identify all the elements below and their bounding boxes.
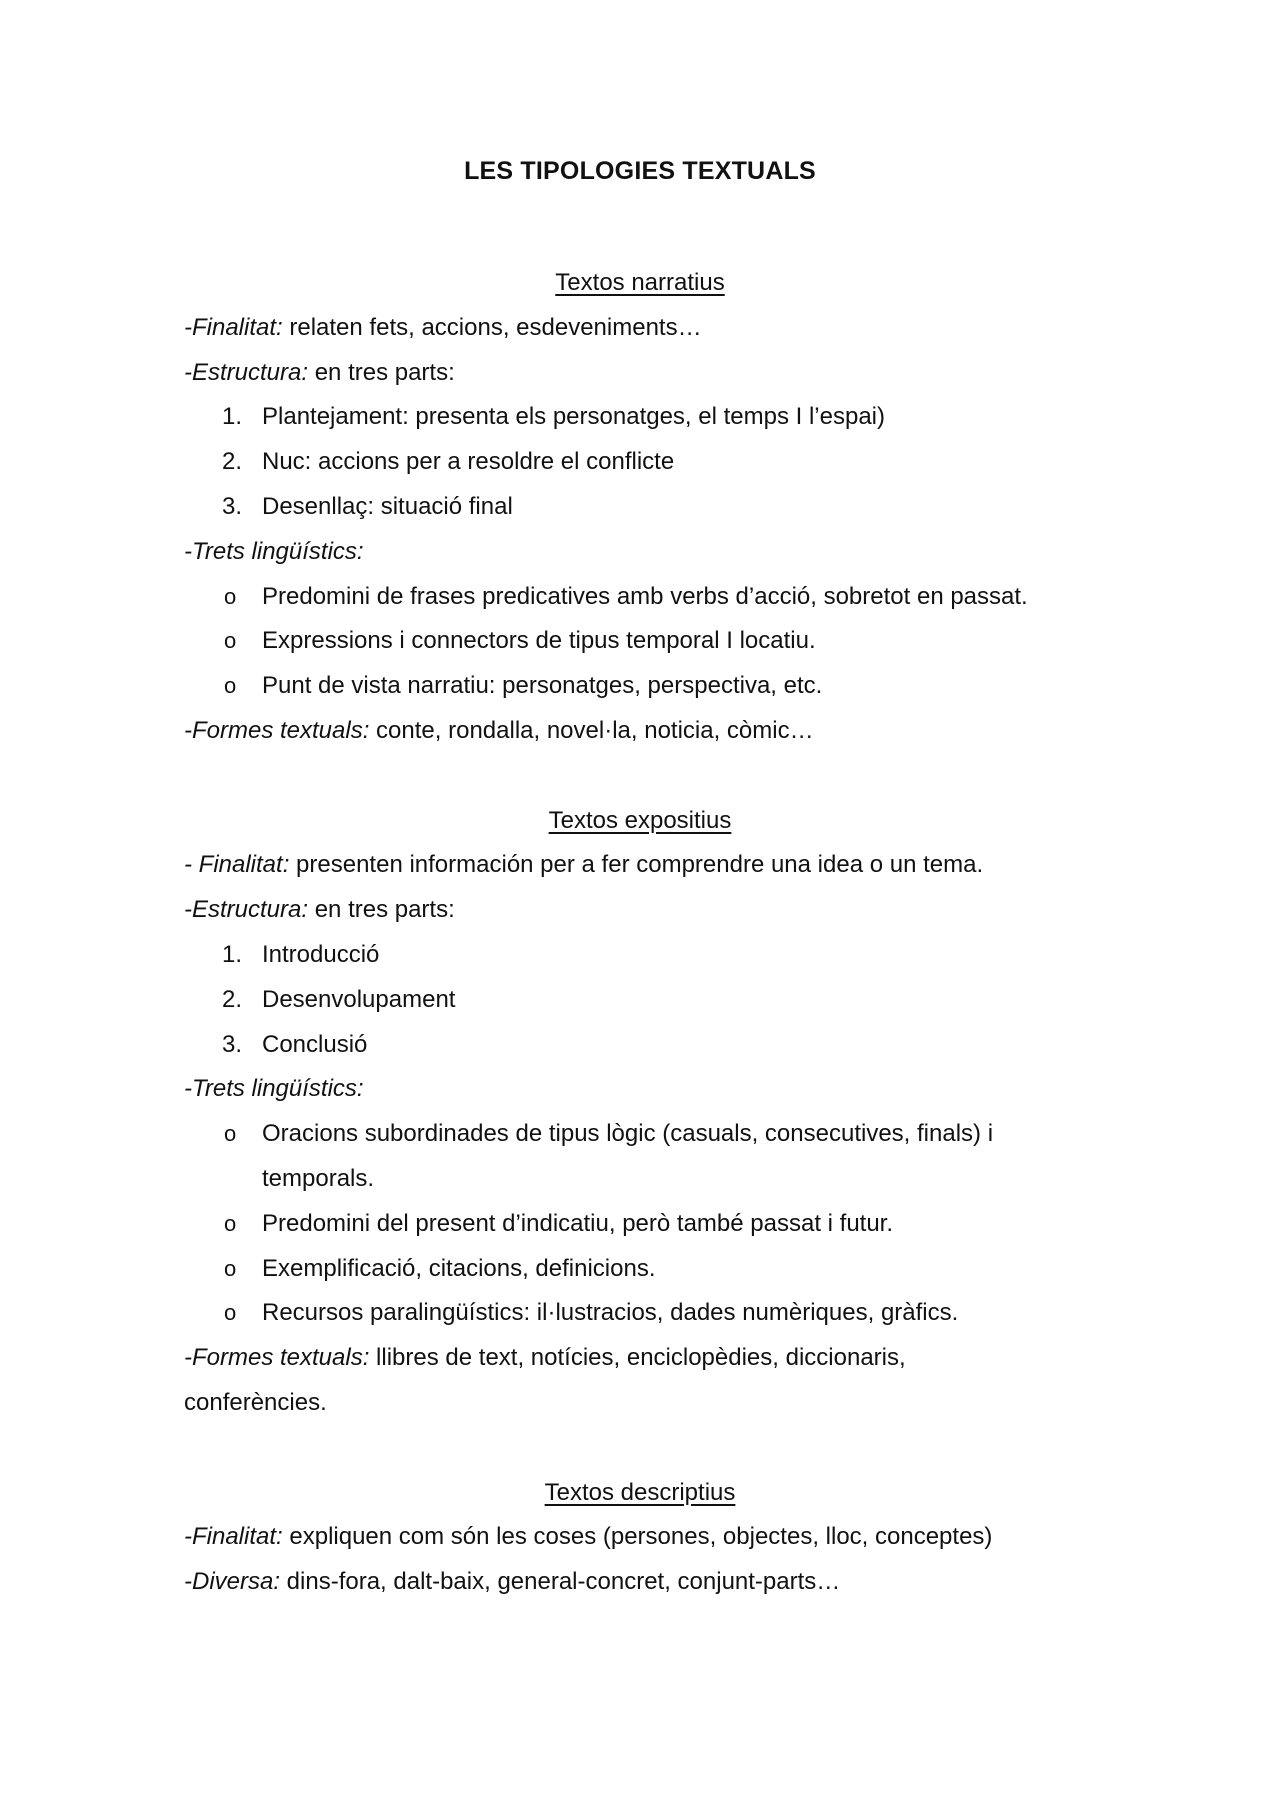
list-number: 1. bbox=[222, 940, 243, 968]
estructura-text: en tres parts: bbox=[308, 358, 455, 386]
list-item bbox=[184, 978, 1104, 1023]
list-item bbox=[184, 933, 1104, 978]
diversa-text: dins-fora, dalt-baix, general-concret, conjunt-parts… bbox=[280, 1568, 841, 1596]
section-heading-narratius: Textos narratius bbox=[555, 269, 725, 296]
list-item bbox=[184, 440, 1104, 485]
formes-text-continuation: conferències. bbox=[184, 1388, 327, 1416]
list-item bbox=[184, 1202, 1104, 1247]
circle-bullet-icon: o bbox=[224, 1255, 237, 1281]
formes-label: -Formes textuals: bbox=[184, 716, 370, 744]
list-item-text: Oracions subordinades de tipus lògic (casuals, consecutives, finals) i bbox=[262, 1120, 994, 1148]
finalitat-text: expliquen com són les coses (persones, objectes, lloc, conceptes) bbox=[282, 1523, 993, 1551]
descriptius-finalitat bbox=[184, 1515, 1104, 1560]
list-number: 3. bbox=[222, 492, 243, 520]
list-item-text: Predomini de frases predicatives amb verbs d’acció, sobretot en passat. bbox=[262, 582, 1028, 610]
finalitat-text: presenten información per a fer comprendre una idea o un tema. bbox=[289, 851, 984, 879]
list-number: 2. bbox=[222, 985, 243, 1013]
page-title: LES TIPOLOGIES TEXTUALS bbox=[464, 157, 816, 185]
list-item-text: Desenvolupament bbox=[262, 985, 456, 1013]
trets-label: -Trets lingüístics: bbox=[184, 1075, 364, 1103]
list-item bbox=[184, 1291, 1104, 1336]
list-item bbox=[184, 575, 1104, 620]
narratius-estructura bbox=[184, 351, 1104, 396]
estructura-label: -Estructura: bbox=[184, 896, 309, 924]
list-item bbox=[184, 1112, 1104, 1157]
list-item-continuation: temporals. bbox=[262, 1164, 375, 1192]
estructura-text: en tres parts: bbox=[308, 896, 455, 924]
circle-bullet-icon: o bbox=[224, 1210, 237, 1236]
narratius-formes bbox=[184, 709, 1104, 754]
list-item bbox=[184, 395, 1104, 440]
descriptius-diversa bbox=[184, 1560, 1104, 1605]
circle-bullet-icon: o bbox=[224, 628, 237, 654]
formes-label: -Formes textuals: bbox=[184, 1344, 370, 1372]
list-item-text: Expressions i connectors de tipus temporal I locatiu. bbox=[262, 627, 816, 655]
estructura-label: -Estructura: bbox=[184, 358, 309, 386]
trets-label: -Trets lingüístics: bbox=[184, 537, 364, 565]
list-item bbox=[184, 619, 1104, 664]
list-item-text: Predomini del present d’indicatiu, però també passat i futur. bbox=[262, 1209, 894, 1237]
list-number: 3. bbox=[222, 1030, 243, 1058]
circle-bullet-icon: o bbox=[224, 1300, 237, 1326]
finalitat-label: - Finalitat: bbox=[184, 851, 290, 879]
list-item-text: Nuc: accions per a resoldre el conflicte bbox=[262, 448, 675, 476]
section-heading-expositius: Textos expositius bbox=[548, 806, 732, 834]
list-item bbox=[184, 664, 1104, 709]
formes-text: llibres de text, notícies, enciclopèdies, diccionaris, bbox=[369, 1344, 906, 1372]
finalitat-label: -Finalitat: bbox=[184, 1523, 283, 1551]
narratius-trets bbox=[184, 530, 1104, 575]
list-item-text: Plantejament: presenta els personatges, el temps I l’espai) bbox=[262, 403, 886, 431]
finalitat-text: relaten fets, accions, esdeveniments… bbox=[282, 313, 702, 341]
list-number: 1. bbox=[222, 403, 243, 431]
list-item-text: Exemplificació, citacions, definicions. bbox=[262, 1254, 656, 1282]
section-spacer bbox=[184, 1426, 1104, 1471]
finalitat-label: -Finalitat: bbox=[184, 313, 283, 341]
list-item-text: Recursos paralingüístics: il·lustracios, dades numèriques, gràfics. bbox=[262, 1299, 959, 1327]
list-item bbox=[184, 1023, 1104, 1068]
list-item bbox=[184, 485, 1104, 530]
section-spacer bbox=[184, 754, 1104, 799]
document-body bbox=[184, 261, 1104, 1605]
list-item-text: Desenllaç: situació final bbox=[262, 492, 513, 520]
narratius-finalitat bbox=[184, 306, 1104, 351]
list-item-text: Conclusió bbox=[262, 1030, 368, 1058]
list-item-text: Punt de vista narratiu: personatges, perspectiva, etc. bbox=[262, 672, 823, 700]
expositius-trets bbox=[184, 1067, 1104, 1112]
formes-text: conte, rondalla, novel·la, noticia, còmic… bbox=[369, 716, 814, 744]
expositius-finalitat bbox=[184, 843, 1104, 888]
expositius-estructura bbox=[184, 888, 1104, 933]
list-item bbox=[184, 1247, 1104, 1292]
list-number: 2. bbox=[222, 448, 243, 476]
section-heading-descriptius: Textos descriptius bbox=[544, 1478, 736, 1506]
circle-bullet-icon: o bbox=[224, 673, 237, 699]
circle-bullet-icon: o bbox=[224, 583, 237, 609]
expositius-formes bbox=[184, 1336, 1104, 1381]
list-item-text: Introducció bbox=[262, 940, 380, 968]
diversa-label: -Diversa: bbox=[184, 1568, 281, 1596]
circle-bullet-icon: o bbox=[224, 1121, 237, 1147]
